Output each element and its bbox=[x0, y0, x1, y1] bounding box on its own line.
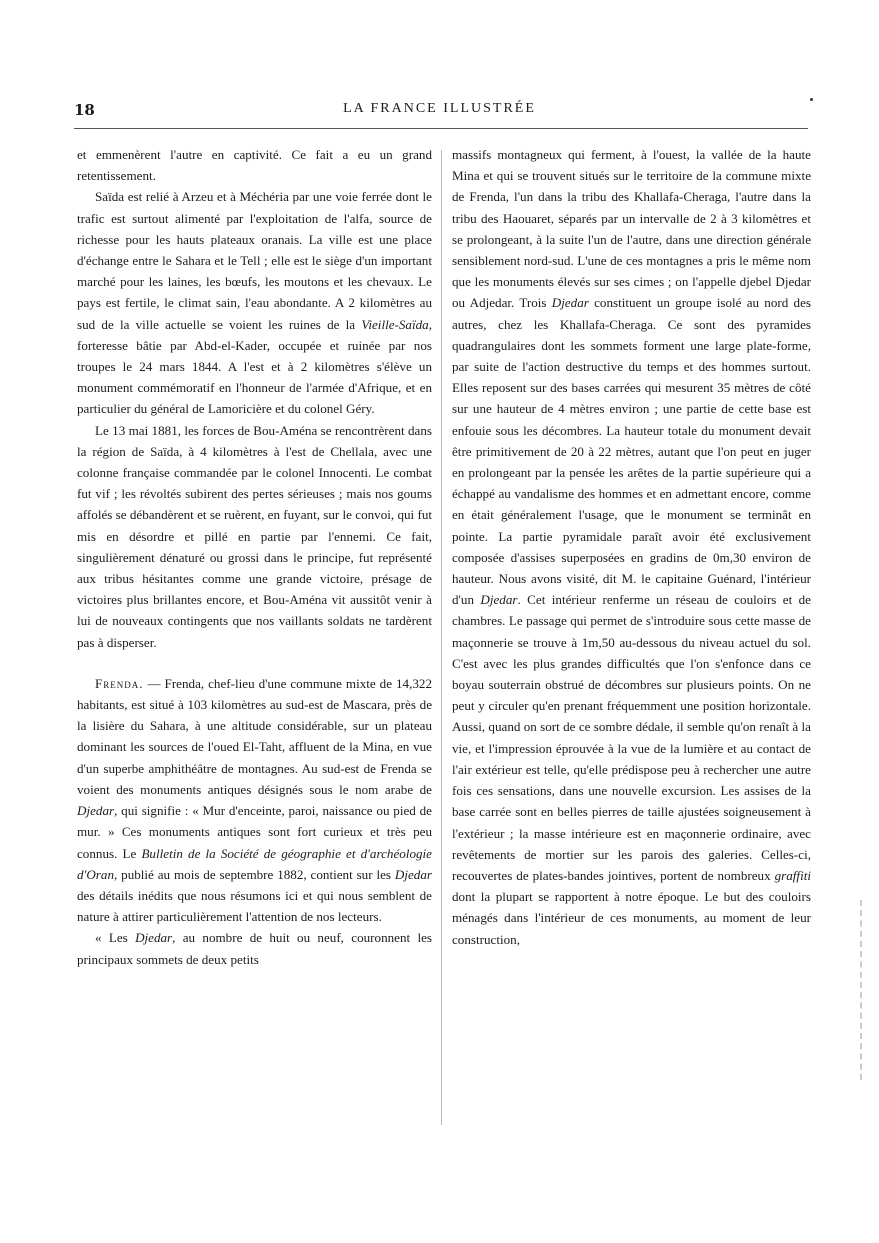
italic-text: Djedar bbox=[480, 592, 518, 608]
left-column bbox=[77, 144, 432, 970]
paragraph bbox=[77, 673, 432, 927]
header-rule bbox=[74, 128, 808, 129]
text: dont la plupart se rapportent à notre époque. Le but des couloirs ménagés dans l'intérieur de ces monuments, au moment de leur construction, bbox=[452, 889, 811, 947]
paragraph: Le 13 mai 1881, les forces de Bou-Aména se rencontrèrent dans la région de Saïda, à 4 kilomètres à l'est de Chellala, avec une colonne française commandée par le colonel Innocenti. Le combat fut vif ; les révoltés subirent des pertes sérieuses ; mais nos goums affolés se débandèrent et se ruèrent, en fuyant, sur le convoi, qui fut mis en désordre et pillé en partie par l'ennemi. Ce fait, singulièrement dénaturé ou grossi dans le principe, fut représenté aux tribus hésitantes comme une grande victoire, présage de victoires plus brillantes encore, et Bou-Aména vit aussitôt venir à lui de nouveaux contingents que nos vaillants soldats ne tardèrent pas à disperser. bbox=[77, 422, 432, 650]
paragraph bbox=[77, 927, 432, 969]
italic-text: Djedar bbox=[135, 930, 173, 946]
italic-text: Bulletin de la Société de géographie et d'archéologie d'Oran bbox=[77, 845, 432, 882]
scan-edge-marks bbox=[860, 900, 864, 1080]
text: Saïda est relié à Arzeu et à Méchéria par une voie ferrée dont le trafic est surtout alimenté par l'exploitation de l'alfa, source de richesse pour les hauts plateaux oranais. La ville est une place d'échange entre le Sahara et le Tell ; elle est le siège d'un important marché pour les laines, les bœufs, les moutons et les chevaux. Le pays est fertile, le climat sain, l'eau abondante. A 2 kilomètres au sud de la ville actuelle se voient les ruines de la bbox=[77, 189, 432, 332]
text: — Frenda, chef-lieu d'une commune mixte de 14,322 habitants, est situé à 103 kilomètres au sud-est de Mascara, près de la lisière du Sahara, à une altitude considérable, sur un plateau dominant les sources de l'oued El-Taht, affluent de la Mina, en vue d'un superbe amphithéâtre de montagnes. Au sud-est de Frenda se voient des monuments antiques désignés sous le nom arabe de bbox=[77, 675, 432, 797]
dot-mark bbox=[810, 98, 813, 101]
right-column bbox=[452, 144, 811, 950]
italic-text: Vieille-Saïda bbox=[361, 316, 429, 332]
running-head: LA FRANCE ILLUSTRÉE bbox=[343, 101, 536, 116]
paragraph bbox=[452, 144, 811, 950]
italic-text: graffiti bbox=[774, 867, 811, 883]
text: . Cet intérieur renferme un réseau de couloirs et de chambres. Le passage qui permet de s'introduire sous cette masse de maçonnerie se trouve à 1m,50 au-dessous du niveau actuel du sol. C'est avec les plus grandes difficultés que l'on s'enfonce dans ce boyau souterrain obstrué de décombres sur plusieurs points. On ne peut y circuler qu'en prenant fréquemment une position horizontale. Aussi, quand on sort de ce sombre dédale, il semble qu'on renaît à la vie, et l'impression éprouvée à la vue de la lumière et au contact de l'air extérieur est telle, qu'elle prédispose peu à rechercher une autre fois ces sensations, dans une nouvelle excursion. Les assises de la base carrée sont en belles pierres de taille ajustées soigneusement à l'extérieur ; la masse intérieure est en maçonnerie ordinaire, avec revêtements de mortier sur les parois des galeries. Celles-ci, recouvertes de plates-bandes jointives, portent de nombreux bbox=[452, 592, 811, 883]
italic-text: Djedar bbox=[77, 803, 115, 819]
text: , qui signifie : « Mur d'enceinte, paroi, naissance ou pied de mur. » Ces monuments antiques sont fort curieux et très peu connus. Le bbox=[77, 803, 432, 861]
text: « Les bbox=[95, 930, 136, 946]
text: , au nombre de huit ou neuf, couronnent les principaux sommets de deux petits bbox=[77, 930, 432, 967]
paragraph bbox=[77, 186, 432, 419]
page-number: 18 bbox=[74, 101, 95, 119]
italic-text: Djedar bbox=[394, 866, 432, 882]
text: , forteresse bâtie par Abd-el-Kader, occupée et ruinée par nos troupes le 24 mars 1844. A l'est et à 2 kilomètres s'élève un monument commémoratif en l'honneur de l'armée d'Afrique, et en particulier du général de Lamoricière et du colonel Géry. bbox=[77, 316, 432, 417]
italic-text: Djedar bbox=[551, 295, 589, 311]
section-heading: Frenda. bbox=[95, 675, 144, 691]
column-divider bbox=[441, 150, 442, 1125]
text: constituent un groupe isolé au nord des autres, chez les Khallafa-Cheraga. Ce sont des pyramides quadrangulaires dont les sommets forment une large plate-forme, par suite de l'action destructive du temps et des hommes surtout. Elles reposent sur des bases carrées qui mesurent 35 mètres de côté sur une hauteur de 4 mètres environ ; une partie de cette base est enfouie sous les décombres. La hauteur totale du monument devait être primitivement de 20 à 22 mètres, autant que l'on peut en juger en prolongeant par la pensée les arêtes de la partie supérieure qui a échappé au vandalisme des hommes et en admettant encore, comme en était généralement l'usage, que le monument se terminât en pointe. La partie pyramidale paraît avoir été exclusivement composée d'assises superposées en gradins de 0m,30 environ de hauteur. Nous avons visité, dit M. le capitaine Guénard, l'intérieur d'un bbox=[452, 295, 812, 608]
text: des détails inédits que nous résumons ici et qui nous semblent de nature à attirer particulièrement l'attention de nos lecteurs. bbox=[77, 887, 432, 925]
text: massifs montagneux qui ferment, à l'ouest, la vallée de la haute Mina et qui se trouvent situés sur le territoire de la commune mixte de Frenda, l'un dans la tribu des Khallafa-Cheraga, l'autre dans la tribu des Haouaret, séparés par un intervalle de 2 à 3 kilomètres et se prolongeant, à la suite l'un de l'autre, dans une direction générale sensiblement nord-sud. L'une de ces montagnes a pris le même nom que les monuments élevés sur ses cimes ; on l'appelle djebel Djedar ou Adjedar. Trois bbox=[452, 147, 811, 311]
text: , publié au mois de septembre 1882, contient sur les bbox=[114, 866, 395, 882]
paragraph: et emmenèrent l'autre en captivité. Ce fait a eu un grand retentissement. bbox=[77, 147, 432, 184]
